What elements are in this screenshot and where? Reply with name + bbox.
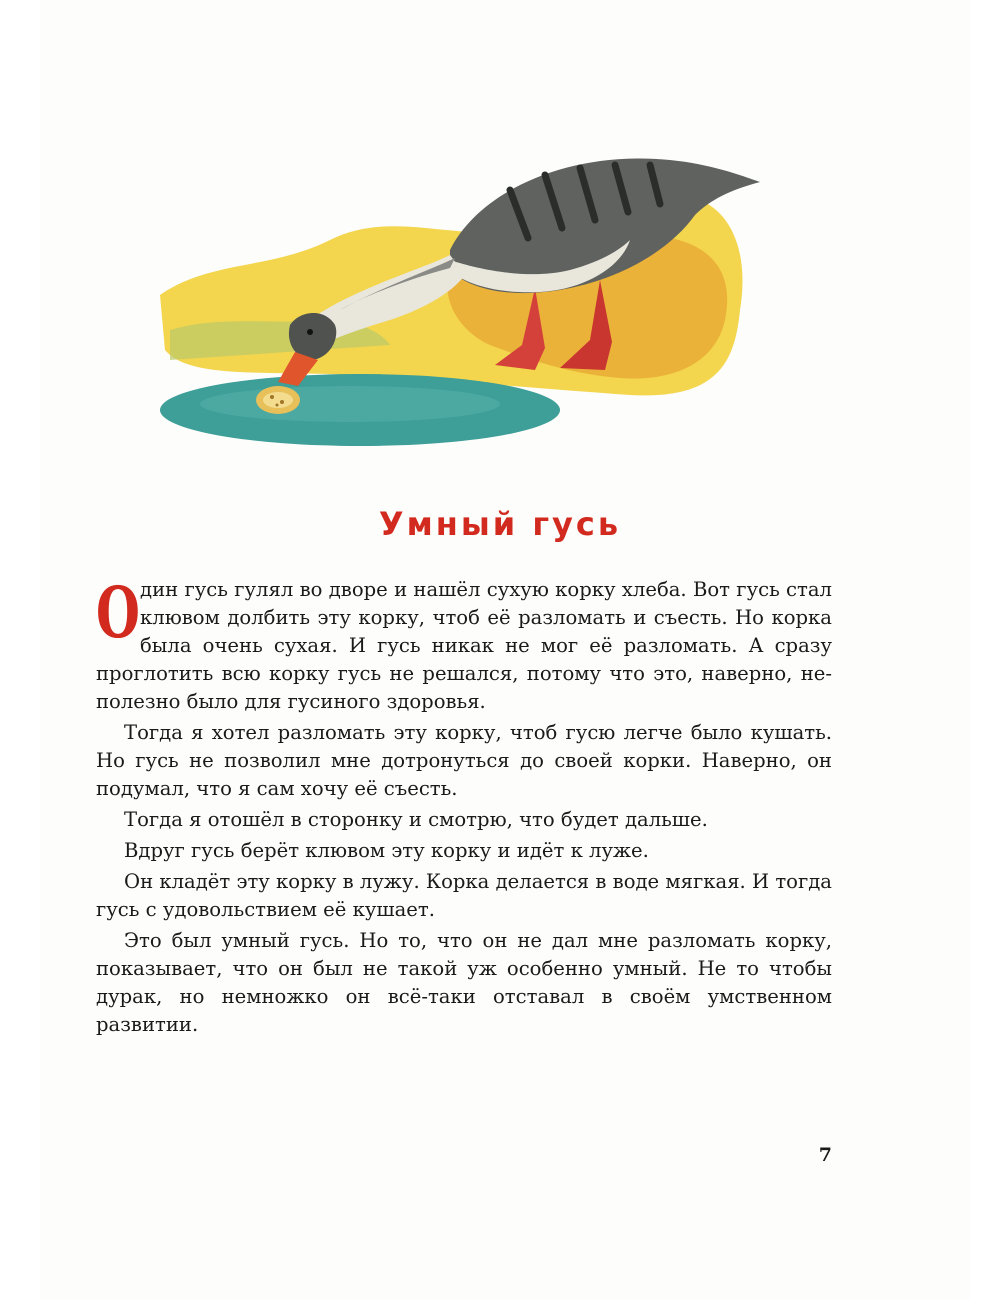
story-text: [96, 571, 832, 1042]
paragraph-2: Тогда я хотел разломать эту корку, чтоб гусю легче было кушать. Но гусь не позволил мне дотронуться до своей корки. Наверно, он подумал, что я сам хочу её съесть.: [96, 721, 832, 800]
paragraph-1: [96, 571, 832, 716]
drop-cap: О: [96, 571, 140, 654]
paragraph-1-text: дин гусь гулял во дворе и нашёл сухую корку хлеба. Вот гусь стал клювом долбить эту корку, чтоб её разломать и съесть. Но корка была очень сухая. И гусь никак не мог её разломать. А сразу проглотить всю корку гусь не решался, потому что это, наверно, неполезно было для гусиного здоровья.: [96, 578, 832, 713]
paragraph-6: Это был умный гусь. Но то, что он не дал мне разломать корку, показывает, что он был не такой уж особенно умный. Не то чтобы дурак, но немножко он всё-таки отставал в своём умственном развитии.: [96, 929, 832, 1036]
story-title: Умный гусь: [378, 505, 622, 543]
goose-illustration: [150, 120, 770, 460]
goose-eye: [307, 329, 313, 335]
paragraph-3: Тогда я отошёл в сторонку и смотрю, что будет дальше.: [124, 808, 708, 831]
paragraph-4: Вдруг гусь берёт клювом эту корку и идёт к луже.: [124, 839, 649, 862]
paragraph-5: Он кладёт эту корку в лужу. Корка делается в воде мягкая. И тогда гусь с удовольствием её кушает.: [96, 870, 832, 921]
puddle-highlight: [200, 386, 500, 422]
page-number: 7: [818, 1144, 832, 1166]
